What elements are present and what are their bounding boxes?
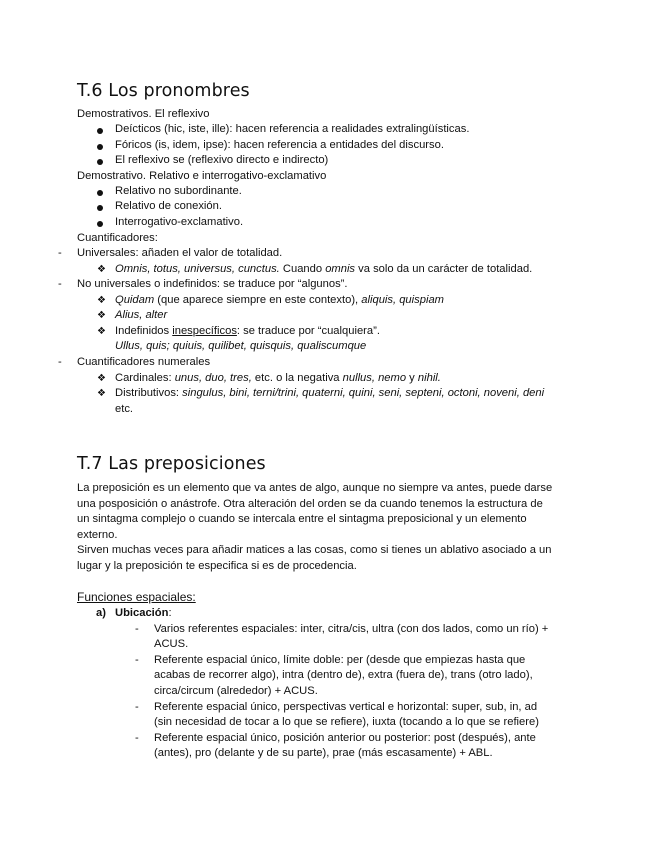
ubic-item-2-line-2: acabas de recorrer algo), intra (dentro de), extra (fuera de), trans (otro lado),: [154, 669, 533, 681]
ubic-item-2-line-3: circa/circum (alrededor) + ACUS.: [154, 685, 318, 697]
numerales: Cuantificadores numerales: [77, 356, 211, 368]
demo-item-2: Fóricos (is, idem, ipse): hacen referencia a entidades del discurso.: [115, 139, 444, 151]
ubic-item-2-line-1: Referente espacial único, límite doble: per (desde que empiezas hasta que: [154, 654, 526, 666]
no-universales: No universales o indefinidos: se traduce por “algunos”.: [77, 278, 348, 290]
dash-marker: -: [58, 278, 62, 290]
para1-line-1: La preposición es un elemento que va antes de algo, aunque no siempre va antes, puede darse: [77, 482, 553, 494]
ubic-item-1-line-2: ACUS.: [154, 638, 189, 650]
dash-marker: -: [135, 623, 139, 635]
bullet-dot: [97, 190, 103, 196]
bullet-dot: [97, 205, 103, 211]
ubic-item-3-line-2: (sin necesidad de tocar a lo que se refiere), iuxta (tocando a lo que se refiere): [154, 716, 539, 728]
nu-sub-3-cont: Ullus, quis; quiuis, quilibet, quisquis, qualiscumque: [115, 340, 367, 352]
bullet-dot: [97, 144, 103, 150]
diamond-bullet-icon: ❖: [97, 264, 106, 275]
dash-marker: -: [58, 356, 62, 368]
nu-sub-2: Alius, alter: [115, 309, 168, 321]
dash-marker: -: [135, 732, 139, 744]
para1-line-3: un sintagma complejo o cuando se intercala entre el sintagma preposicional y un elemento: [77, 513, 527, 525]
ubic-item-4-line-1: Referente espacial único, posición anterior ou posterior: post (después), ante: [154, 732, 536, 744]
diamond-bullet-icon: ❖: [97, 373, 106, 384]
cuant-heading: Cuantificadores:: [77, 232, 158, 244]
dash-marker: -: [135, 654, 139, 666]
demo-item-3: El reflexivo se (reflexivo directo e indirecto): [115, 154, 329, 166]
funciones-heading: Funciones espaciales:: [77, 590, 196, 604]
demo-item-1: Deícticos (hic, iste, ille): hacen referencia a realidades extralingüísticas.: [115, 123, 470, 135]
ubic-heading: Ubicación:: [115, 607, 172, 619]
diamond-bullet-icon: ❖: [97, 388, 106, 399]
num-sub-2: Distributivos: singulus, bini, terni/trini, quaterni, quini, seni, septeni, octoni, noveni, deni: [115, 387, 545, 399]
dash-marker: -: [135, 701, 139, 713]
num-sub-1: Cardinales: unus, duo, tres, etc. o la negativa nullus, nemo y nihil.: [115, 372, 441, 384]
ubic-item-3-line-1: Referente espacial único, perspectivas vertical e horizontal: super, sub, in, ad: [154, 701, 538, 713]
section-7-title: T.7 Las preposiciones: [77, 454, 266, 474]
nu-sub-3: Indefinidos inespecíficos: se traduce por “cualquiera”.: [115, 325, 380, 337]
ubic-item-1-line-1: Varios referentes espaciales: inter, citra/cis, ultra (con dos lados, como un río) +: [154, 623, 549, 635]
bullet-dot: [97, 128, 103, 134]
universales-sub: Omnis, totus, universus, cunctus. Cuando omnis va solo da un carácter de totalidad.: [115, 263, 533, 275]
diamond-bullet-icon: ❖: [97, 295, 106, 306]
ubic-marker: a): [96, 607, 106, 619]
rel-item-1: Relativo no subordinante.: [115, 185, 242, 197]
bullet-dot: [97, 159, 103, 165]
para2-line-1: Sirven muchas veces para añadir matices a las cosas, como si tienes un ablativo asociado a un: [77, 544, 552, 556]
ubic-item-4-line-2: (antes), pro (delante y de su parte), prae (más escasamente) + ABL.: [154, 747, 493, 759]
dash-marker: -: [58, 247, 62, 259]
para1-line-4: externo.: [77, 529, 118, 541]
para2-line-2: lugar y la preposición te especifica si es de procedencia.: [77, 560, 357, 572]
para1-line-2: una posposición o anástrofe. Otra alteración del orden se da cuando tenemos la estructura de: [77, 498, 543, 510]
rel-item-3: Interrogativo-exclamativo.: [115, 216, 244, 228]
diamond-bullet-icon: ❖: [97, 310, 106, 321]
diamond-bullet-icon: ❖: [97, 326, 106, 337]
rel-heading: Demostrativo. Relativo e interrogativo-exclamativo: [77, 170, 327, 182]
universales: Universales: añaden el valor de totalidad.: [77, 247, 283, 259]
bullet-dot: [97, 221, 103, 227]
rel-item-2: Relativo de conexión.: [115, 200, 222, 212]
section-6-title: T.6 Los pronombres: [77, 81, 250, 101]
demo-heading: Demostrativos. El reflexivo: [77, 108, 210, 120]
num-sub-2-cont: etc.: [115, 403, 134, 415]
nu-sub-1: Quidam (que aparece siempre en este contexto), aliquis, quispiam: [115, 294, 444, 306]
